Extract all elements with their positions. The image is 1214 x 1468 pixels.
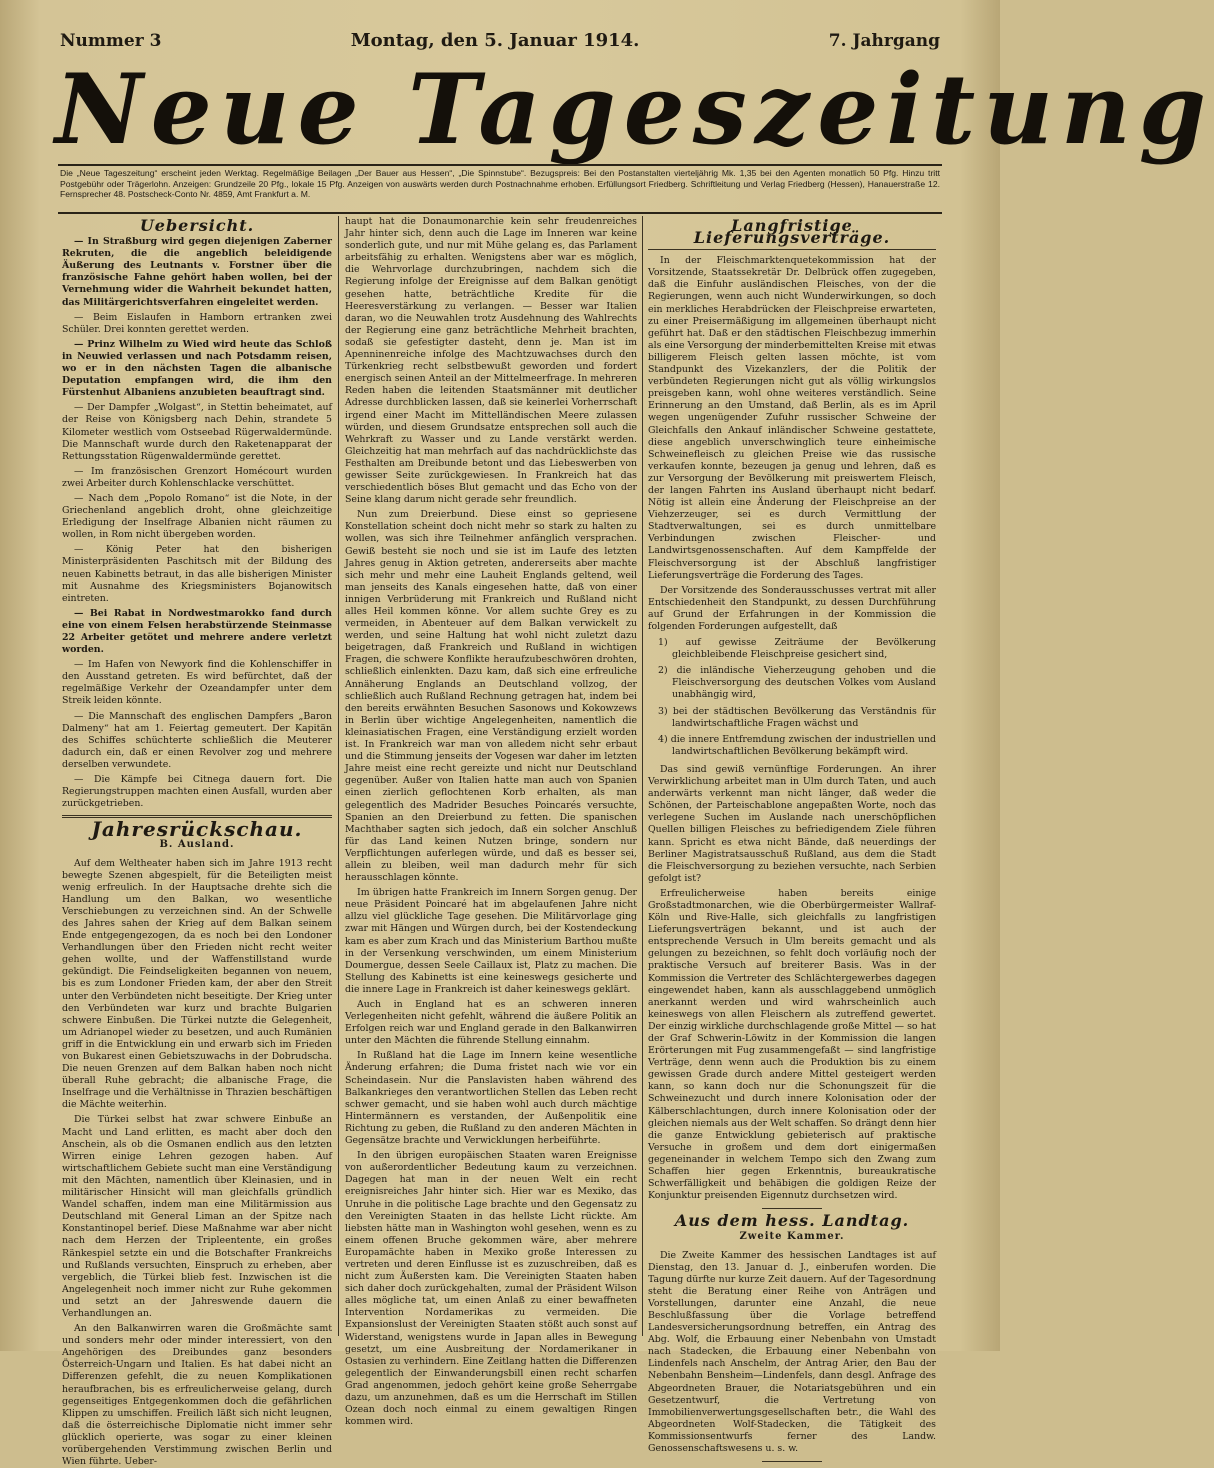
volume-number: 7. Jahrgang bbox=[828, 31, 940, 51]
publication-info: Die „Neue Tageszeitung“ erscheint jeden Werktag. Regelmäßige Beilagen „Der Bauer aus Hessen“, „Die Spinnstube“. Bezugspreis: Bei den Postanstalten vierteljährig Mk. 1,35 bei den Agenten monatlich 50 Pfg. Hinzu tritt Postgebühr oder Trägerlohn. Anzeigen: Grundzeile 20 Pfg., lokale 15 Pfg. Anzeigen von auswärts werden durch Postnachnahme erhoben. Erfüllungsort Friedberg. Schriftleitung und Verlag Friedberg (Hessen), Hanauerstraße 12. Fernsprecher 48. Postscheck-Conto Nr. 4859, Amt Frankfurt a. M. bbox=[60, 168, 940, 199]
column-2 bbox=[345, 216, 637, 1428]
overview-item: — Die Kämpfe bei Citnega dauern fort. Die Regierungstruppen machten einen Ausfall, wurden aber zurückgetrieben. bbox=[62, 774, 332, 810]
masthead-title: Neue Tageszeitung bbox=[55, 53, 1214, 166]
overview-item: — In Straßburg wird gegen diejenigen Zaberner Rekruten, die die angeblich beleidigende Äußerung des Leutnants v. Forstner über die französische Fahne gehört haben wollen, bei der Vernehmung wider die Wahrheit bekundet hatten, das Militärgerichtsverfahren eingeleitet werden. bbox=[62, 236, 332, 308]
overview-item: — Prinz Wilhelm zu Wied wird heute das Schloß in Neuwied verlassen und nach Potsdamm reisen, wo er in den nächsten Tagen die albanische Deputation empfangen wird, die ihm den Fürstenhut Albaniens anzubieten beauftragt sind. bbox=[62, 338, 332, 399]
column-1 bbox=[62, 216, 332, 1468]
overview-item: — König Peter hat den bisherigen Ministerpräsidenten Paschitsch mit der Bildung des neuen Kabinetts betraut, in das alle bisherigen Minister mit Ausnahme des Kriegsministers Bojanowitsch eintreten. bbox=[62, 544, 332, 604]
heading-rule bbox=[648, 249, 936, 250]
article-paragraph: In Rußland hat die Lage im Innern keine wesentliche Änderung erfahren; die Duma fristet nach wie vor ein Scheindasein. Nur die Panslavisten haben während des Balkankrieges den verantwortlichen Stellen das Leben recht schwer gemacht, und sie haben wohl auch durch mächtige Hintermännern es verstanden, der Außenpolitik eine Richtung zu geben, die Rußland zu den anderen Mächten in Gegensätze brachte und Verwicklungen herbeiführte. bbox=[345, 1050, 637, 1147]
issue-number: Nummer 3 bbox=[60, 31, 162, 51]
column-3 bbox=[648, 216, 936, 1454]
list-item: 2) die inländische Vieherzeugung gehoben und die Fleischversorgung des deutschen Volkes vom Ausland unabhängig wird, bbox=[658, 665, 936, 701]
overview-item: — Der Dampfer „Wolgast“, in Stettin beheimatet, auf der Reise von Königsberg nach Dehin, strandete 5 Kilometer westlich vom Ostseebad Rügerwaldermünde. Die Mannschaft wurde durch den Raketenapparat der Rettungsstation Rügenwaldermünde gerettet. bbox=[62, 402, 332, 462]
article-paragraph: Das sind gewiß vernünftige Forderungen. An ihrer Verwirklichung arbeitet man in Ulm durch Taten, und auch anderwärts verkennt man nicht länger, daß weder die Schönen, der Parteischablone angepaßten Worte, noch das verlegene Suchen im Auslande nach unerschöpflichen Quellen billigen Fleisches zu befriedigendem Ziele führen kann. Spricht es etwa nicht Bände, daß neuerdings der Berliner Magistratsausschuß Rußland, aus dem die Stadt die Fleischversorgung zu beziehen versuchte, nach Serbien gefolgt ist? bbox=[648, 763, 936, 884]
annual-review-subheading: B. Ausland. bbox=[159, 839, 235, 851]
contracts-heading: Langfristige Lieferungsverträge. bbox=[693, 216, 891, 248]
article-paragraph: In den übrigen europäischen Staaten waren Ereignisse von außerordentlicher Bedeutung kaum zu verzeichnen. Dagegen hat man in der neuen Welt ein recht ereignisreiches Jahr hinter sich. Hier war es Mexiko, das Unruhe in die politische Lage brachte und den Gegensatz zu den Vereinigten Staaten in das hellste Licht rückte. Am liebsten hätte man in Washington wohl gesehen, wenn es zu einem offenen Bruche gekommen wäre, aber mehrere Europamächte haben in Mexiko große Interessen zu vertreten und deren Einflusse ist es zuzuschreiben, daß es nicht zum Äußersten kam. Die Vereinigten Staaten haben sich daher doch zurückgehalten, zumal der Präsident Wilson alles mögliche tat, um einen Anlaß zu einer bewaffneten Intervention Nordamerikas zu vermeiden. Die Expansionslust der Vereinigten Staaten stößt auch sonst auf Widerstand, wenigstens wurde in Japan alles in Bewegung gesetzt, um eine Ausbreitung der Nordamerikaner in Ostasien zu verhindern. Eine Zeitlang hatten die Differenzen gelegentlich der Einwanderungsbill einen recht scharfen Grad angenommen, jedoch gehört keine große Seherrgabe dazu, um anzunehmen, daß es um die Herrschaft im Stillen Ozean doch noch einmal zu einem gewaltigen Ringen kommen wird. bbox=[345, 1150, 637, 1428]
list-item: 3) bei der städtischen Bevölkerung das Verständnis für landwirtschaftliche Fragen wächst und bbox=[658, 705, 936, 729]
overview-heading: Uebersicht. bbox=[139, 216, 255, 235]
landtag-heading: Aus dem hess. Landtag. bbox=[674, 1211, 910, 1231]
column-rule-1 bbox=[338, 216, 339, 1336]
list-item: 4) die innere Entfremdung zwischen der industriellen und landwirtschaftlichen Bevölkerung bekämpft wird. bbox=[658, 733, 936, 757]
short-divider bbox=[762, 1461, 822, 1462]
info-rule bbox=[58, 212, 942, 214]
article-paragraph: An den Balkanwirren waren die Großmächte samt und sonders mehr oder minder interessiert, von den Angehörigen des Dreibundes ganz besonders Österreich-Ungarn und Italien. Es hat dabei nicht an Differenzen gefehlt, die zu neuen Komplikationen heraufbrachen, bis es erfreulicherweise gelang, durch gegenseitiges Entgegenkommen doch die gefährlichen Klippen zu umschiffen. Freilich läßt sich nicht leugnen, daß die österreichische Diplomatie nicht immer sehr glücklich operierte, was sogar zu einer kleinen vorübergehenden Verstimmung zwischen Berlin und Wien führte. Ueber- bbox=[62, 1323, 332, 1468]
article-paragraph: Auch in England hat es an schweren inneren Verlegenheiten nicht gefehlt, während die äußere Politik an Erfolgen reich war und England gerade in den Balkanwirren unter den Mächten die führende Stellung einnahm. bbox=[345, 999, 637, 1047]
annual-review-heading: Jahresrückschau. bbox=[91, 817, 303, 842]
overview-item: — Die Mannschaft des englischen Dampfers „Baron Dalmeny“ hat am 1. Feiertag gemeutert. Der Kapitän des Schiffes schüchterte schließlich die Meuterer dadurch ein, daß er einen Revolver zog und mehrere derselben verwundete. bbox=[62, 710, 332, 770]
overview-item: — Bei Rabat in Nordwestmarokko fand durch eine von einem Felsen herabstürzende Steinmasse 22 Arbeiter getötet und mehrere andere verletzt worden. bbox=[62, 607, 332, 656]
article-paragraph: Die Zweite Kammer des hessischen Landtages ist auf Dienstag, den 13. Januar d. J., einberufen worden. Die Tagung dürfte nur kurze Zeit dauern. Auf der Tagesordnung steht die Beratung einer Reihe von Anträgen und Vorstellungen, darunter eine Anzahl, die neue Beschlußfassung über die Vorlage betreffend Landesversicherungsordnung betreffen, ein Antrag des Abg. Wolf, die Erbauung einer Nebenbahn von Umstadt nach Stadecken, die Erbauung einer Nebenbahn von Lindenfels nach Anschelm, der Antrag Arier, den Bau der Nebenbahn Bensheim—Lindenfels, dann desgl. Anfrage des Abgeordneten Brauer, die Notariatsgebühren und ein Gesetzentwurf, die Vertretung von Immobilienverwertungsgesellschaften betr., die Wahl des Abgeordneten Wolf-Stadecken, die Tätigkeit des Kommissionsentwurfs ferner des Landw. Genossenschaftswesens u. s. w. bbox=[648, 1249, 936, 1454]
landtag-subheading: Zweite Kammer. bbox=[739, 1231, 845, 1243]
short-divider bbox=[762, 1208, 822, 1209]
article-paragraph: Der Vorsitzende des Sonderausschusses vertrat mit aller Entschiedenheit den Standpunkt, zu dessen Durchführung auf Grund der Erfahrungen in der Kommission die folgenden Forderungen aufgestellt, daß bbox=[648, 584, 936, 632]
article-paragraph: haupt hat die Donaumonarchie kein sehr freudenreiches Jahr hinter sich, denn auch die Lage im Inneren war keine sonderlich gute, und nur mit Mühe gelang es, das Parlament arbeitsfähig zu erhalten. Wenigstens aber war es möglich, die Wehrvorlage durchzubringen, nachdem sich die Regierung infolge der Ereignisse auf dem Balkan genötigt gesehen hatte, beträchtliche Kredite für die Heeresverstärkung zu verlangen. — Besser war Italien daran, wo die Neuwahlen trotz Ausdehnung des Wahlrechts der Regierung eine ganz beträchtliche Mehrheit brachten, sodaß sie gefestigter dasteht, denn je. Man ist im Apenninenreiche infolge des Machtzuwachses durch den Türkenkrieg recht selbstbewußt geworden und fordert energisch seinen Anteil an der Mittelmeerfrage. In mehreren Reden haben die leitenden Staatsmänner mit deutlicher Adresse durchblicken lassen, daß sie keinerlei Vorherrschaft irgend einer Macht im Mittelländischen Meere zulassen würden, und diesem Grundsatze entsprechen soll auch die Wehrkraft zu Wasser und zu Lande verstärkt werden. Gleichzeitig hat man mehrfach auf das nachdrücklichste das Festhalten am Dreibunde betont und das Liebeswerben von gewisser Seite zurückgewiesen. In Frankreich hat das verschiedentlich böses Blut gemacht und das Echo von der Seine klang darum nicht gerade sehr freundlich. bbox=[345, 216, 637, 506]
header-line bbox=[60, 30, 940, 52]
overview-item: — Im französischen Grenzort Homécourt wurden zwei Arbeiter durch Kohlenschlacke verschüttet. bbox=[62, 465, 332, 489]
article-paragraph: Die Türkei selbst hat zwar schwere Einbuße an Macht und Land erlitten, es macht aber doch den Anschein, als ob die Osmanen endlich aus den letzten Wirren einige Lehren gezogen haben. Auf wirtschaftlichem Gebiete sucht man eine Verständigung mit den Mächten, namentlich über Kleinasien, und in militärischer Hinsicht will man gleichfalls gründlich Wandel schaffen, indem man eine Militärmission aus Deutschland mit General Liman an der Spitze nach Konstantinopel berief. Diese Maßnahme war aber nicht nach dem Herzen der Tripleentente, ein großes Ränkespiel setzte ein und die Botschafter Frankreichs und Rußlands versuchten, Einspruch zu erheben, aber vergeblich, die Türkei blieb fest. Inzwischen ist die Angelegenheit noch immer nicht zur Ruhe gekommen und setzt an der Jahreswende dauern die Verhandlungen an. bbox=[62, 1114, 332, 1319]
overview-item: — Beim Eislaufen in Hamborn ertranken zwei Schüler. Drei konnten gerettet werden. bbox=[62, 311, 332, 335]
demands-list bbox=[648, 637, 936, 758]
column-rule-2 bbox=[642, 216, 643, 1336]
article-paragraph: Auf dem Weltheater haben sich im Jahre 1913 recht bewegte Szenen abgespielt, für die Beteiligten meist wenig erfreulich. In der Hauptsache drehte sich die Handlung um den Balkan, wo wesentliche Verschiebungen zu verzeichnen sind. An der Schwelle des Jahres sahen der Krieg auf dem Balkan seinem Ende entgegengezogen, da es noch bei den Londoner Verhandlungen über den Frieden nicht recht weiter gehen wollte, und der Waffenstillstand wurde gekündigt. Die Feindseligkeiten begannen von neuem, bis es zum Londoner Frieden kam, der aber den Streit unter den Verbündeten nicht beseitigte. Der Krieg unter den Verbündeten war kurz und brachte Bulgarien schwere Einbußen. Die Türkei nutzte die Gelegenheit, um Adrianopel wieder zu besetzen, und auch Rumänien griff in die Entwicklung ein und erwarb sich im Frieden von Bukarest einen Gebietszuwachs in der Dobrudscha. Die neuen Grenzen auf dem Balkan haben noch nicht überall Ruhe gebracht; die albanische Frage, die Inselfrage und die Verhältnisse in Thrazien beschäftigen die Mächte weiterhin. bbox=[62, 857, 332, 1111]
article-paragraph: Im übrigen hatte Frankreich im Innern Sorgen genug. Der neue Präsident Poincaré hat im abgelaufenen Jahre nicht allzu viel glückliche Tage gesehen. Die Militärvorlage ging zwar mit Hängen und Würgen durch, bei der Kostendeckung kam es aber zum Krach und das Ministerium Barthou mußte in der Versenkung verschwinden, um einem Ministerium Doumergue, dessen Seele Caillaux ist, Platz zu machen. Die Stellung des Kabinetts ist eine keineswegs gesicherte und die innere Lage in Frankreich ist daher keineswegs geklärt. bbox=[345, 887, 637, 995]
article-paragraph: Nun zum Dreierbund. Diese einst so gepriesene Konstellation scheint doch nicht mehr so stark zu halten zu wollen, was sich ihre Teilnehmer anfänglich versprachen. Gewiß besteht sie noch und sie ist im Laufe des letzten Jahres genug in Aktion getreten, andererseits aber machte sich mehr und mehr eine Lauheit Englands geltend, weil man jenseits des Kanals eingesehen hatte, daß von einer innigen Verbrüderung mit Frankreich und Rußland nicht alles Heil kommen könne. Vor allem suchte Grey es zu vermeiden, in Abenteuer auf dem Balkan verwickelt zu werden, und seine Haltung hat wohl nicht zuletzt dazu beigetragen, daß Frankreich und Rußland in wichtigen Fragen, die schwere Konflikte heraufzubeschwören drohten, schließlich einlenkten. Dazu kam, daß sich eine erfreuliche Annäherung Englands an Deutschland vollzog, der schließlich auch Rußland Rechnung getragen hat, indem bei den bereits erwähnten Besuchen Sasonows und Kokowzews in Berlin über wichtige Angelegenheiten, namentlich die kleinasiatischen Fragen, eine Verständigung erzielt worden ist. In Frankreich war man von alledem nicht sehr erbaut und die Stimmung jenseits der Vogesen war daher im letzten Jahre meist eine recht gereizte und nicht nur Deutschland gegenüber. Außer von Italien hatte man auch von Spanien einen zierlich geflochtenen Korb erhalten, als man gelegentlich des Madrider Besuches Poincarés versuchte, Spanien an den Dreierbund zu fetten. Die spanischen Machthaber sagten sich jedoch, daß ein solcher Anschluß für das Land keinen Nutzen bringe, sondern nur Verpflichtungen auferlegen würde, und daß es besser sei, allein zu bleiben, weil man dadurch mehr für sich herausschlagen könnte. bbox=[345, 509, 637, 884]
issue-date: Montag, den 5. Januar 1914. bbox=[350, 30, 640, 51]
article-paragraph: In der Fleischmarktenquetekommission hat der Vorsitzende, Staatssekretär Dr. Delbrück offen zugegeben, daß die Einfuhr ausländischen Fleisches, von der die Regierungen, wenn auch nicht Wunderwirkungen, so doch ein merkliches Herabdrücken der Fleischpreise erwarteten, zu einer Preisermäßigung im allgemeinen überhaupt nicht geführt hat. Daß er den städtischen Fleischbezug immerhin als eine Versorgung der minderbemittelten Kreise mit etwas billigerem Fleisch gelten lassen möchte, ist vom Standpunkt des Vizekanzlers, der die Politik der verbündeten Regierungen nicht gut als völlig wirkungslos preisgeben kann, wohl ohne weiteres verständlich. Seine Erinnerung an den Umstand, daß Berlin, als es im April wegen ungenügender Zufuhr russischer Schweine der Gleichfalls den Ankauf inländischer Schweine gestattete, diese angeblich unverschwinglich teure einheimische Schweinefleisch zu gleichen Preise wie das russische verkaufen konnte, bezeugen ja genug und lehren, daß es zur Versorgung der Bevölkerung mit preiswertem Fleisch, der langen Fahrten ins Ausland überhaupt nicht bedarf. Nötig ist allein eine Änderung der Fleischpreise an der Viehzerzeuger, sei es durch Vermittlung der Stadtverwaltungen, sei es durch unmittelbare Verbindungen zwischen Fleischer- und Landwirtsgenossenschaften. Auf dem Kampffelde der Fleischversorgung ist der Abschluß langfristiger Lieferungsverträge die Forderung des Tages. bbox=[648, 255, 936, 581]
overview-item: — Nach dem „Popolo Romano“ ist die Note, in der Griechenland angeblich droht, ohne gleichzeitige Erledigung der Inselfrage Albanien nicht räumen zu wollen, in Rom nicht übergeben worden. bbox=[62, 492, 332, 541]
article-paragraph: Erfreulicherweise haben bereits einige Großstadtmonarchen, wie die Oberbürgermeister Wallraf-Köln und Rive-Halle, sich gleichfalls zu langfristigen Lieferungsverträgen bekannt, und ist auch der entsprechende Versuch in Ulm bereits gemacht und als gelungen zu bezeichnen, so fehlt doch vorläufig noch der praktische Versuch auf breiterer Basis. Was in der Kommission die Vertreter des Schlächtergewerbes dagegen eingewendet haben, kann als ausschlaggebend unmöglich anerkannt werden und wird wahrscheinlich auch keineswegs von allen Fleischern als zutreffend gewertet. Der einzig wirkliche durchschlagende große Mittel — so hat der Graf Schwerin-Löwitz in der Kommission die langen Erörterungen mit Fug zusammengefaßt — sind langfristige Verträge, denn wenn auch die Produktion bis zu einem gewissen Grade durch andere Mittel gesteigert werden kann, so kann doch nur die Schonungszeit für die Schweinezucht und durch innere Kolonisation oder der Kälberschlachtungen, durch innere Kolonisation oder der gleichen niemals aus der Welt schaffen. So drängt denn hier die ganze Entwicklung gebieterisch auf praktische Versuche in großem und dem dort einigermaßen gegeneinander in welchem Tempo sich den Zwang zum Schaffen hier gegen Erkenntnis, bureaukratische Schwerfälligkeit und behäbigen die goldigen Reize der Konjunktur preisenden Eigennutz durchsetzen wird. bbox=[648, 887, 936, 1202]
overview-item: — Im Hafen von Newyork find die Kohlenschiffer in den Ausstand getreten. Es wird befürchtet, daß der regelmäßige Verkehr der Ozeandampfer unter dem Streik leiden könnte. bbox=[62, 659, 332, 707]
masthead-rule bbox=[58, 164, 942, 166]
list-item: 1) auf gewisse Zeiträume der Bevölkerung gleichbleibende Fleischpreise gesichert sind, bbox=[658, 637, 936, 661]
